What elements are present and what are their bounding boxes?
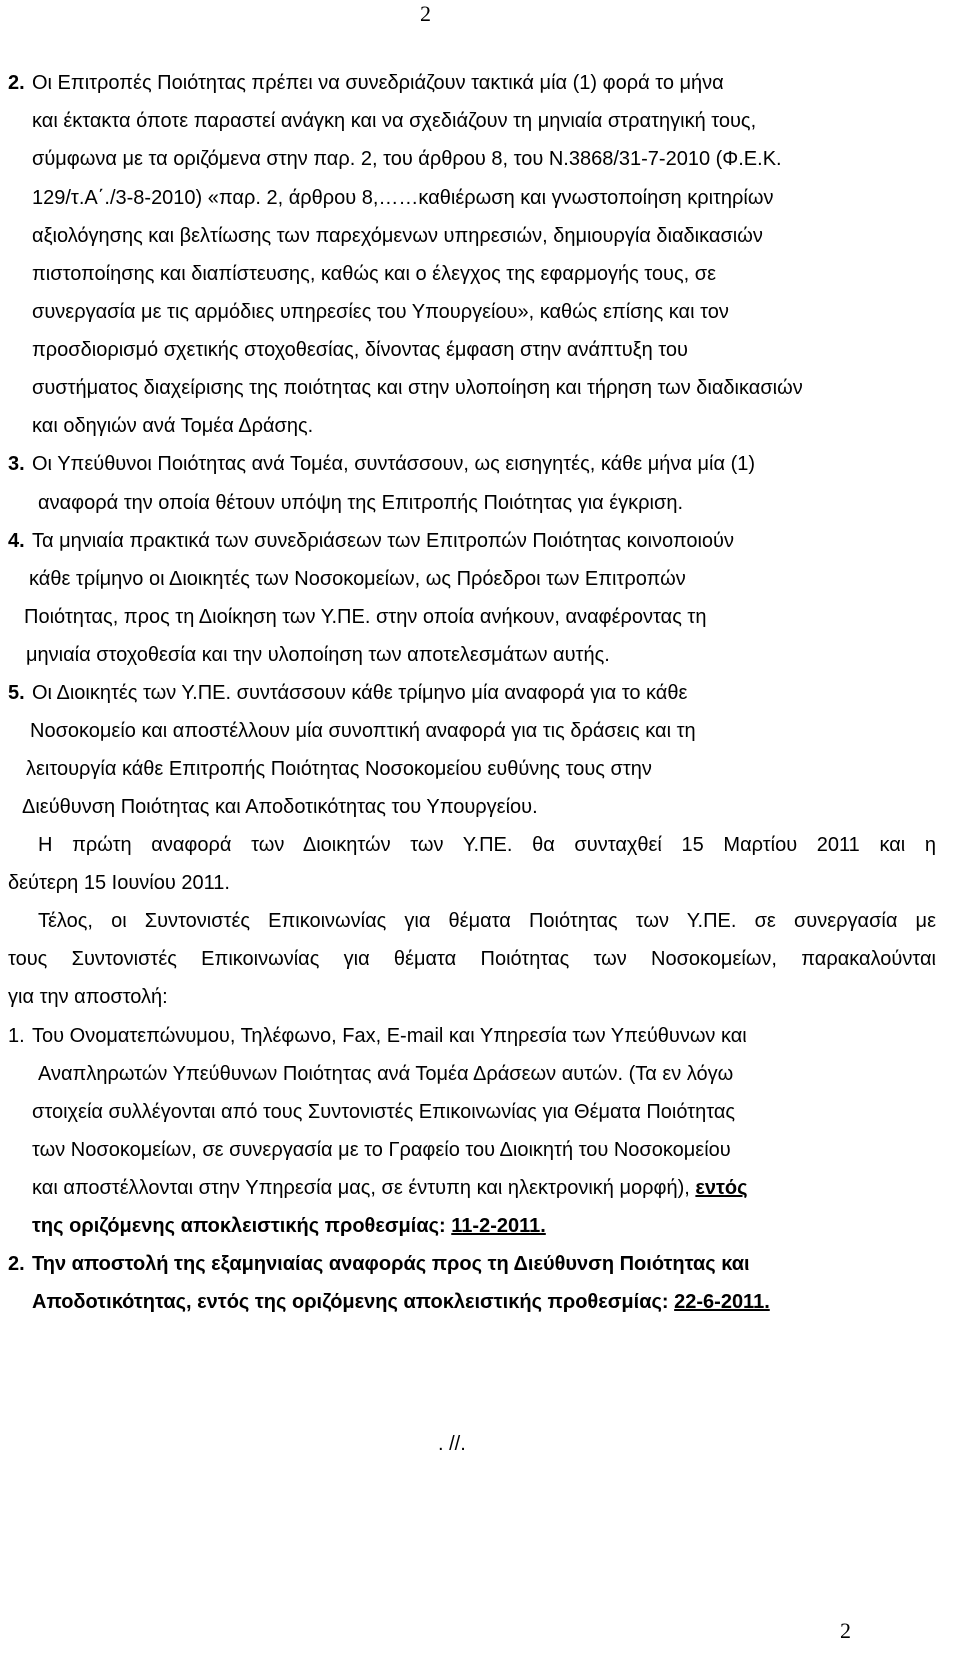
text-line: και αποστέλλονται στην Υπηρεσία μας, σε έντυπη και ηλεκτρονική μορφή), <box>32 1177 690 1199</box>
text-line: συστήματος διαχείρισης της ποιότητας και στην υλοποίηση και τήρηση των διαδικασιών <box>32 377 803 399</box>
bold-deadline-text: Αποδοτικότητας, εντός της οριζόμενης αποκλειστικής προθεσμίας: <box>32 1291 669 1313</box>
text-line: συνεργασία με τις αρμόδιες υπηρεσίες του Υπουργείου», καθώς επίσης και τον <box>32 301 729 323</box>
bold-deadline-text: της οριζόμενης αποκλειστικής προθεσμίας: <box>32 1215 446 1237</box>
deadline-date: 11-2-2011. <box>451 1215 546 1237</box>
item-number: 3. <box>8 453 25 475</box>
item-number: 2. <box>8 72 25 94</box>
text-line: και οδηγιών ανά Τομέα Δράσης. <box>32 415 314 437</box>
text-line: τους Συντονιστές Επικοινωνίας για θέματα Ποιότητας των Νοσοκομείων, παρακαλούνται <box>8 948 936 970</box>
deadline-date: 22-6-2011. <box>674 1291 770 1313</box>
text-line: αναφορά την οποία θέτουν υπόψη της Επιτροπής Ποιότητας για έγκριση. <box>38 492 684 514</box>
text-line: Αναπληρωτών Υπεύθυνων Ποιότητας ανά Τομέα Δράσεων αυτών. (Τα εν λόγω <box>38 1063 734 1085</box>
text-line: Η πρώτη αναφορά των Διοικητών των Υ.ΠΕ. θα συνταχθεί 15 Μαρτίου 2011 και η <box>38 834 936 856</box>
text-line: για την αποστολή: <box>8 986 168 1008</box>
text-line: αξιολόγησης και βελτίωσης των παρεχόμενων υπηρεσιών, δημιουργία διαδικασιών <box>32 225 763 247</box>
text-line: Του Ονοματεπώνυμου, Τηλέφωνο, Fax, E-mail και Υπηρεσία των Υπεύθυνων και <box>32 1025 747 1047</box>
text-line: λειτουργία κάθε Επιτροπής Ποιότητας Νοσοκομείου ευθύνης τους στην <box>26 758 652 780</box>
text-line: Τέλος, οι Συντονιστές Επικοινωνίας για θέματα Ποιότητας των Υ.ΠΕ. σε συνεργασία με <box>38 910 936 932</box>
page-number-bottom: 2 <box>840 1618 851 1643</box>
page-number-top: 2 <box>420 1 431 26</box>
text-line: Ποιότητας, προς τη Διοίκηση των Υ.ΠΕ. στην οποία ανήκουν, αναφέροντας τη <box>24 606 707 628</box>
text-line: Οι Διοικητές των Υ.ΠΕ. συντάσσουν κάθε τρίμηνο μία αναφορά για το κάθε <box>32 682 688 704</box>
text-line: προσδιορισμό σχετικής στοχοθεσίας, δίνοντας έμφαση στην ανάπτυξη του <box>32 339 688 361</box>
text-line: δεύτερη 15 Ιουνίου 2011. <box>8 872 230 894</box>
text-line: μηνιαία στοχοθεσία και την υλοποίηση των αποτελεσμάτων αυτής. <box>26 644 610 666</box>
end-mark: . //. <box>438 1433 466 1455</box>
text-line: πιστοποίησης και διαπίστευσης, καθώς και ο έλεγχος της εφαρμογής τους, σε <box>32 263 716 285</box>
text-line: Τα μηνιαία πρακτικά των συνεδριάσεων των Επιτροπών Ποιότητας κοινοποιούν <box>32 530 734 552</box>
text-line: των Νοσοκομείων, σε συνεργασία με το Γραφείο του Διοικητή του Νοσοκομείου <box>32 1139 731 1161</box>
text-line: Οι Υπεύθυνοι Ποιότητας ανά Τομέα, συντάσσουν, ως εισηγητές, κάθε μήνα μία (1) <box>32 453 756 475</box>
bold-underlined-text: εντός <box>695 1177 748 1199</box>
text-line: και έκτακτα όποτε παραστεί ανάγκη και να σχεδιάζουν τη μηνιαία στρατηγική τους, <box>32 110 757 132</box>
list-number: 2. <box>8 1253 25 1275</box>
item-number: 5. <box>8 682 25 704</box>
text-line: στοιχεία συλλέγονται από τους Συντονιστές Επικοινωνίας για Θέματα Ποιότητας <box>32 1101 736 1123</box>
text-line: Οι Επιτροπές Ποιότητας πρέπει να συνεδριάζουν τακτικά μία (1) φορά το μήνα <box>32 72 724 94</box>
text-line: Διεύθυνση Ποιότητας και Αποδοτικότητας του Υπουργείου. <box>22 796 538 818</box>
text-line: Νοσοκομείο και αποστέλλουν μία συνοπτική αναφορά για τις δράσεις και τη <box>30 720 696 742</box>
text-line: σύμφωνα με τα οριζόμενα στην παρ. 2, του άρθρου 8, του Ν.3868/31-7-2010 (Φ.Ε.Κ. <box>32 148 782 170</box>
list-number: 1. <box>8 1025 25 1047</box>
text-line: 129/τ.Α΄./3-8-2010) «παρ. 2, άρθρου 8,……καθιέρωση και γνωστοποίηση κριτηρίων <box>32 187 774 209</box>
text-line: κάθε τρίμηνο οι Διοικητές των Νοσοκομείων, ως Πρόεδροι των Επιτροπών <box>29 568 686 590</box>
text-line: Την αποστολή της εξαμηνιαίας αναφοράς προς τη Διεύθυνση Ποιότητας και <box>32 1253 750 1275</box>
item-number: 4. <box>8 530 25 552</box>
